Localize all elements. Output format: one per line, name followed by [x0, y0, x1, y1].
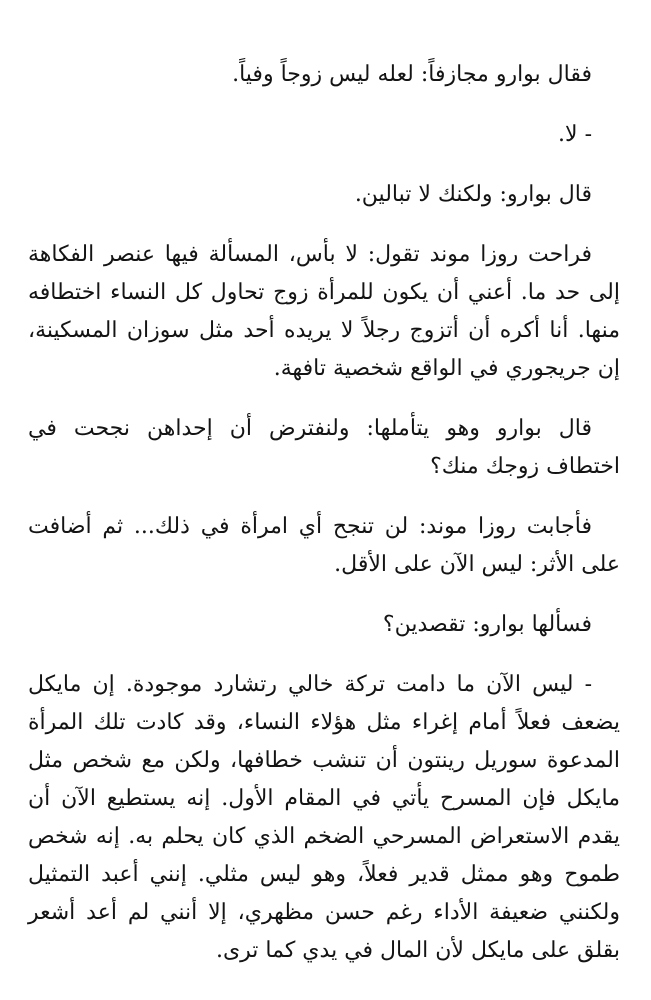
paragraph-8: - ليس الآن ما دامت تركة خالي رتشارد موجودة. إن مايكل يضعف فعلاً أمام إغراء مثل هؤلاء النساء، وقد كادت تلك المرأة المدعوة سوريل رينتون أن تنشب خطافها، ولكن مع شخص مثل مايكل فإن المسرح يأتي في المقام الأول. إنه يستطيع الآن أن يقدم الاستعراض المسرحي الضخم الذي كان يحلم به. إنه شخص طموح وهو ممثل قدير فعلاً، وهو ليس مثلي. إنني أعبد التمثيل ولكنني ضعيفة الأداء رغم حسن مظهري، إلا أنني لم أعد أشعر بقلق على مايكل لأن المال في يدي كما ترى. — [28, 672, 620, 963]
paragraph-7: فسألها بوارو: تقصدين؟ — [382, 612, 592, 637]
paragraph-6: فأجابت روزا موند: لن تنجح أي امرأة في ذلك... ثم أضافت على الأثر: ليس الآن على الأقل. — [28, 514, 620, 577]
paragraph-3: قال بوارو: ولكنك لا تبالين. — [354, 182, 592, 207]
document-page — [28, 56, 620, 970]
paragraph-1: فقال بوارو مجازفاً: لعله ليس زوجاً وفياً. — [232, 62, 592, 87]
paragraph-2: - لا. — [558, 122, 592, 147]
paragraph-4: فراحت روزا موند تقول: لا بأس، المسألة فيها عنصر الفكاهة إلى حد ما. أعني أن يكون للمرأة زوج تحاول كل النساء اختطافه منها. أنا أكره أن أتزوج رجلاً لا يريده أحد مثل سوزان المسكينة، إن جريجوري في الواقع شخصية تافهة. — [28, 242, 620, 381]
paragraph-5: قال بوارو وهو يتأملها: ولنفترض أن إحداهن نجحت في اختطاف زوجك منك؟ — [28, 416, 620, 479]
